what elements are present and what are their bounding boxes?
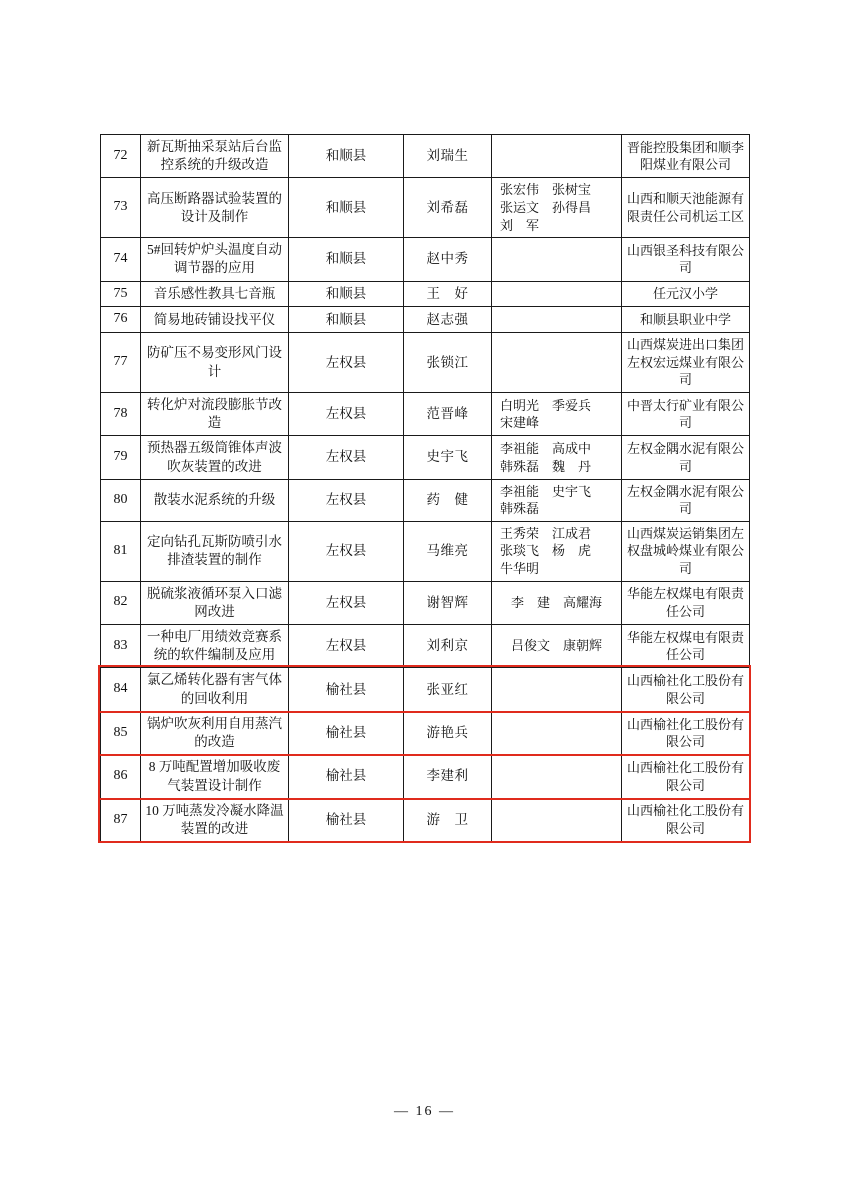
cell-serial-number: 75 bbox=[101, 281, 141, 307]
cell-organization: 山西榆社化工股份有限公司 bbox=[622, 668, 750, 711]
cell-serial-number: 82 bbox=[101, 581, 141, 624]
cell-serial-number: 77 bbox=[101, 333, 141, 393]
table-row bbox=[101, 307, 750, 333]
cell-project-title: 定向钻孔瓦斯防喷引水排渣装置的制作 bbox=[141, 521, 289, 581]
cell-leader: 王 好 bbox=[404, 281, 492, 307]
cell-project-title: 新瓦斯抽采泵站后台监控系统的升级改造 bbox=[141, 135, 289, 178]
cell-serial-number: 80 bbox=[101, 479, 141, 521]
cell-leader: 刘利京 bbox=[404, 624, 492, 667]
cell-organization: 山西煤炭运销集团左权盘城岭煤业有限公司 bbox=[622, 521, 750, 581]
table-row bbox=[101, 436, 750, 479]
cell-leader: 李建利 bbox=[404, 755, 492, 798]
cell-county: 左权县 bbox=[289, 624, 404, 667]
cell-members bbox=[492, 711, 622, 754]
cell-county: 和顺县 bbox=[289, 178, 404, 238]
cell-members bbox=[492, 755, 622, 798]
table-row bbox=[101, 668, 750, 711]
cell-serial-number: 79 bbox=[101, 436, 141, 479]
cell-leader: 马维亮 bbox=[404, 521, 492, 581]
cell-organization: 山西煤炭进出口集团左权宏远煤业有限公司 bbox=[622, 333, 750, 393]
cell-project-title: 音乐感性教具七音瓶 bbox=[141, 281, 289, 307]
cell-county: 左权县 bbox=[289, 333, 404, 393]
cell-county: 榆社县 bbox=[289, 755, 404, 798]
cell-county: 左权县 bbox=[289, 581, 404, 624]
cell-organization: 华能左权煤电有限责任公司 bbox=[622, 581, 750, 624]
cell-serial-number: 78 bbox=[101, 392, 141, 435]
cell-serial-number: 81 bbox=[101, 521, 141, 581]
table-row bbox=[101, 711, 750, 754]
cell-members: 王秀荣 江成君 张琰飞 杨 虎 牛华明 bbox=[492, 521, 622, 581]
cell-project-title: 10 万吨蒸发冷凝水降温装置的改进 bbox=[141, 798, 289, 841]
cell-project-title: 转化炉对流段膨胀节改造 bbox=[141, 392, 289, 435]
cell-organization: 任元汉小学 bbox=[622, 281, 750, 307]
cell-county: 和顺县 bbox=[289, 238, 404, 281]
cell-serial-number: 83 bbox=[101, 624, 141, 667]
cell-members bbox=[492, 281, 622, 307]
cell-serial-number: 85 bbox=[101, 711, 141, 754]
cell-organization: 山西和顺天池能源有限责任公司机运工区 bbox=[622, 178, 750, 238]
cell-members bbox=[492, 307, 622, 333]
cell-project-title: 预热器五级筒锥体声波吹灰装置的改进 bbox=[141, 436, 289, 479]
cell-members bbox=[492, 333, 622, 393]
cell-organization: 山西榆社化工股份有限公司 bbox=[622, 711, 750, 754]
cell-county: 左权县 bbox=[289, 392, 404, 435]
cell-members: 李祖能 史宇飞 韩殊磊 bbox=[492, 479, 622, 521]
cell-leader: 游艳兵 bbox=[404, 711, 492, 754]
cell-leader: 赵志强 bbox=[404, 307, 492, 333]
cell-organization: 晋能控股集团和顺李阳煤业有限公司 bbox=[622, 135, 750, 178]
cell-leader: 刘瑞生 bbox=[404, 135, 492, 178]
cell-leader: 刘希磊 bbox=[404, 178, 492, 238]
cell-organization: 山西榆社化工股份有限公司 bbox=[622, 798, 750, 841]
cell-county: 榆社县 bbox=[289, 711, 404, 754]
cell-county: 左权县 bbox=[289, 436, 404, 479]
cell-organization: 左权金隅水泥有限公司 bbox=[622, 436, 750, 479]
cell-serial-number: 76 bbox=[101, 307, 141, 333]
cell-project-title: 氯乙烯转化器有害气体的回收利用 bbox=[141, 668, 289, 711]
cell-county: 左权县 bbox=[289, 521, 404, 581]
cell-project-title: 简易地砖铺设找平仪 bbox=[141, 307, 289, 333]
cell-project-title: 8 万吨配置增加吸收废气装置设计制作 bbox=[141, 755, 289, 798]
table-row bbox=[101, 281, 750, 307]
table-row bbox=[101, 135, 750, 178]
cell-county: 和顺县 bbox=[289, 307, 404, 333]
cell-project-title: 防矿压不易变形风门设计 bbox=[141, 333, 289, 393]
cell-members: 张宏伟 张树宝 张运文 孙得昌 刘 军 bbox=[492, 178, 622, 238]
cell-project-title: 散装水泥系统的升级 bbox=[141, 479, 289, 521]
table-row bbox=[101, 238, 750, 281]
cell-county: 榆社县 bbox=[289, 798, 404, 841]
cell-serial-number: 87 bbox=[101, 798, 141, 841]
cell-leader: 游 卫 bbox=[404, 798, 492, 841]
cell-leader: 药 健 bbox=[404, 479, 492, 521]
table-row bbox=[101, 392, 750, 435]
table-row bbox=[101, 521, 750, 581]
cell-serial-number: 86 bbox=[101, 755, 141, 798]
cell-organization: 左权金隅水泥有限公司 bbox=[622, 479, 750, 521]
cell-county: 左权县 bbox=[289, 479, 404, 521]
cell-project-title: 高压断路器试验装置的设计及制作 bbox=[141, 178, 289, 238]
cell-members bbox=[492, 798, 622, 841]
cell-project-title: 锅炉吹灰利用自用蒸汽的改造 bbox=[141, 711, 289, 754]
cell-serial-number: 84 bbox=[101, 668, 141, 711]
cell-leader: 赵中秀 bbox=[404, 238, 492, 281]
cell-members: 李 建 高耀海 bbox=[492, 581, 622, 624]
cell-project-title: 脱硫浆液循环泵入口滤网改进 bbox=[141, 581, 289, 624]
cell-serial-number: 72 bbox=[101, 135, 141, 178]
cell-leader: 张亚红 bbox=[404, 668, 492, 711]
cell-organization: 和顺县职业中学 bbox=[622, 307, 750, 333]
awards-table bbox=[100, 134, 750, 842]
cell-members: 吕俊文 康朝辉 bbox=[492, 624, 622, 667]
cell-organization: 华能左权煤电有限责任公司 bbox=[622, 624, 750, 667]
table-row bbox=[101, 798, 750, 841]
cell-members bbox=[492, 135, 622, 178]
table-row bbox=[101, 581, 750, 624]
cell-county: 和顺县 bbox=[289, 281, 404, 307]
cell-members bbox=[492, 238, 622, 281]
table-row bbox=[101, 178, 750, 238]
cell-organization: 山西榆社化工股份有限公司 bbox=[622, 755, 750, 798]
table-row bbox=[101, 479, 750, 521]
page-number: — 16 — bbox=[394, 1104, 455, 1119]
cell-project-title: 5#回转炉炉头温度自动调节器的应用 bbox=[141, 238, 289, 281]
cell-leader: 谢智辉 bbox=[404, 581, 492, 624]
cell-members: 白明光 季爱兵 宋建峰 bbox=[492, 392, 622, 435]
cell-leader: 张锁江 bbox=[404, 333, 492, 393]
awards-table-container bbox=[100, 134, 749, 842]
table-row bbox=[101, 333, 750, 393]
cell-members bbox=[492, 668, 622, 711]
table-row bbox=[101, 624, 750, 667]
cell-organization: 中晋太行矿业有限公司 bbox=[622, 392, 750, 435]
cell-members: 李祖能 高成中 韩殊磊 魏 丹 bbox=[492, 436, 622, 479]
cell-county: 和顺县 bbox=[289, 135, 404, 178]
cell-project-title: 一种电厂用绩效竞赛系统的软件编制及应用 bbox=[141, 624, 289, 667]
cell-organization: 山西银圣科技有限公司 bbox=[622, 238, 750, 281]
cell-serial-number: 73 bbox=[101, 178, 141, 238]
cell-serial-number: 74 bbox=[101, 238, 141, 281]
table-row bbox=[101, 755, 750, 798]
cell-leader: 范晋峰 bbox=[404, 392, 492, 435]
cell-leader: 史宇飞 bbox=[404, 436, 492, 479]
cell-county: 榆社县 bbox=[289, 668, 404, 711]
